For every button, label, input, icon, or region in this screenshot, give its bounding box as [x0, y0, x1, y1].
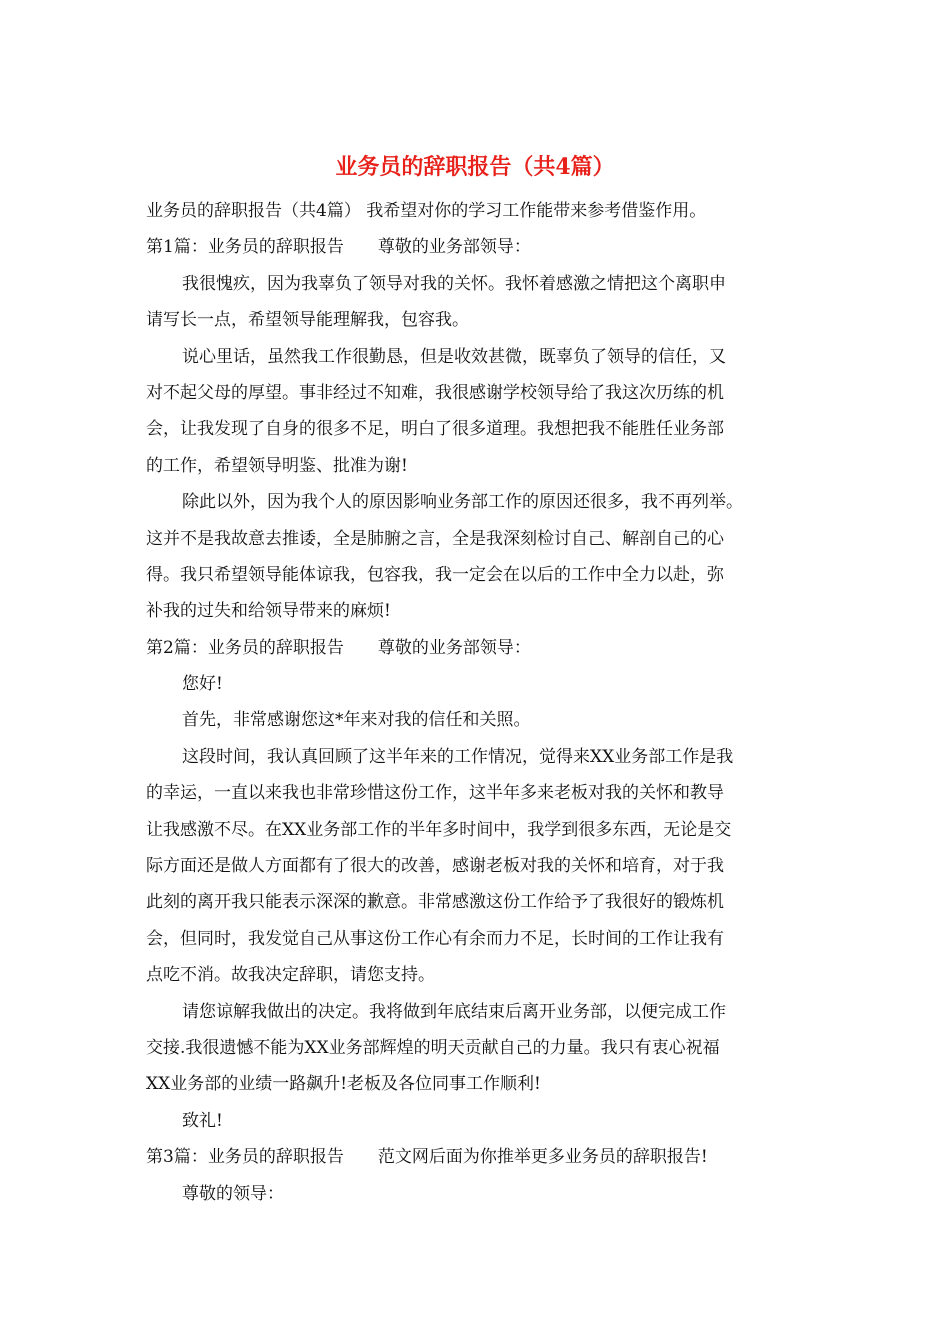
line-text: 际方面还是做人方面都有了很大的改善，感谢老板对我的关怀和培育，对于我: [146, 856, 724, 877]
text-line: [146, 812, 806, 848]
text-line: [146, 630, 806, 666]
line-tail-text: 范文网后面为你推举更多业务员的辞职报告!: [377, 1147, 708, 1168]
text-line: [146, 448, 806, 484]
text-line: [146, 994, 806, 1030]
line-text: 这段时间，我认真回顾了这半年来的工作情况，觉得来XX业务部工作是我: [182, 746, 734, 767]
line-text: XX业务部的业绩一路飙升!老板及各位同事工作顺利!: [146, 1074, 541, 1095]
text-line: [146, 521, 806, 557]
line-text: 首先，非常感谢您这*年来对我的信任和关照。: [182, 710, 531, 731]
line-tail-text: 尊敬的业务部领导：: [377, 637, 531, 658]
line-text: 您好!: [182, 674, 223, 695]
text-line: [146, 957, 806, 993]
line-text: 此刻的离开我只能表示深深的歉意。非常感激这份工作给予了我很好的锻炼机: [146, 892, 724, 913]
line-text: 致礼!: [182, 1110, 223, 1131]
line-text: 补我的过失和给领导带来的麻烦!: [146, 601, 391, 622]
line-text: 这并不是我故意去推诿，全是肺腑之言，全是我深刻检讨自己、解剖自己的心: [146, 528, 724, 549]
text-line: [146, 229, 806, 265]
text-line: [146, 702, 806, 738]
line-tail-text: 尊敬的业务部领导：: [377, 237, 531, 258]
line-text: 我很愧疚，因为我辜负了领导对我的关怀。我怀着感激之情把这个离职申: [182, 273, 726, 294]
text-line: [146, 593, 806, 629]
line-text: 除此以外，因为我个人的原因影响业务部工作的原因还很多，我不再列举。: [182, 492, 743, 513]
document-title: 业务员的辞职报告（共4篇）: [335, 154, 615, 180]
line-text: 会，但同时，我发觉自己从事这份工作心有余而力不足，长时间的工作让我有: [146, 928, 724, 949]
text-line: [146, 775, 806, 811]
text-line: [146, 666, 806, 702]
text-line: [146, 339, 806, 375]
text-line: [146, 1066, 806, 1102]
text-line: [146, 739, 806, 775]
text-line: [146, 1139, 806, 1175]
text-line: [146, 1030, 806, 1066]
line-text: 点吃不消。故我决定辞职，请您支持。: [146, 965, 435, 986]
line-text: 第2篇：业务员的辞职报告: [146, 637, 344, 658]
line-text: 第1篇：业务员的辞职报告: [146, 237, 344, 258]
text-line: [146, 921, 806, 957]
text-line: [146, 302, 806, 338]
text-line: [146, 411, 806, 447]
line-text: 让我感激不尽。在XX业务部工作的半年多时间中，我学到很多东西，无论是交: [146, 819, 732, 840]
line-text: 第3篇：业务员的辞职报告: [146, 1147, 344, 1168]
text-line: [146, 848, 806, 884]
text-line: [146, 193, 806, 229]
line-text: 对不起父母的厚望。事非经过不知难，我很感谢学校领导给了我这次历练的机: [146, 382, 724, 403]
line-text: 请您谅解我做出的决定。我将做到年底结束后离开业务部，以便完成工作: [182, 1001, 726, 1022]
line-text: 的幸运，一直以来我也非常珍惜这份工作，这半年多来老板对我的关怀和教导: [146, 783, 724, 804]
text-line: [146, 1103, 806, 1139]
line-text: 交接.我很遗憾不能为XX业务部辉煌的明天贡献自己的力量。我只有衷心祝福: [146, 1037, 720, 1058]
line-text: 尊敬的领导：: [182, 1183, 284, 1204]
line-text: 请写长一点，希望领导能理解我，包容我。: [146, 310, 469, 331]
line-text: 得。我只希望领导能体谅我，包容我，我一定会在以后的工作中全力以赴，弥: [146, 564, 724, 585]
text-line: [146, 266, 806, 302]
document-body: [146, 193, 806, 1212]
line-text: 说心里话，虽然我工作很勤恳，但是收效甚微，既辜负了领导的信任，又: [182, 346, 726, 367]
text-line: [146, 484, 806, 520]
line-text: 会，让我发现了自身的很多不足，明白了很多道理。我想把我不能胜任业务部: [146, 419, 724, 440]
line-text: 的工作，希望领导明鉴、批准为谢!: [146, 455, 408, 476]
text-line: [146, 884, 806, 920]
text-line: [146, 375, 806, 411]
text-line: [146, 1176, 806, 1212]
text-line: [146, 557, 806, 593]
line-text: 业务员的辞职报告（共4篇） 我希望对你的学习工作能带来参考借鉴作用。: [146, 201, 707, 221]
